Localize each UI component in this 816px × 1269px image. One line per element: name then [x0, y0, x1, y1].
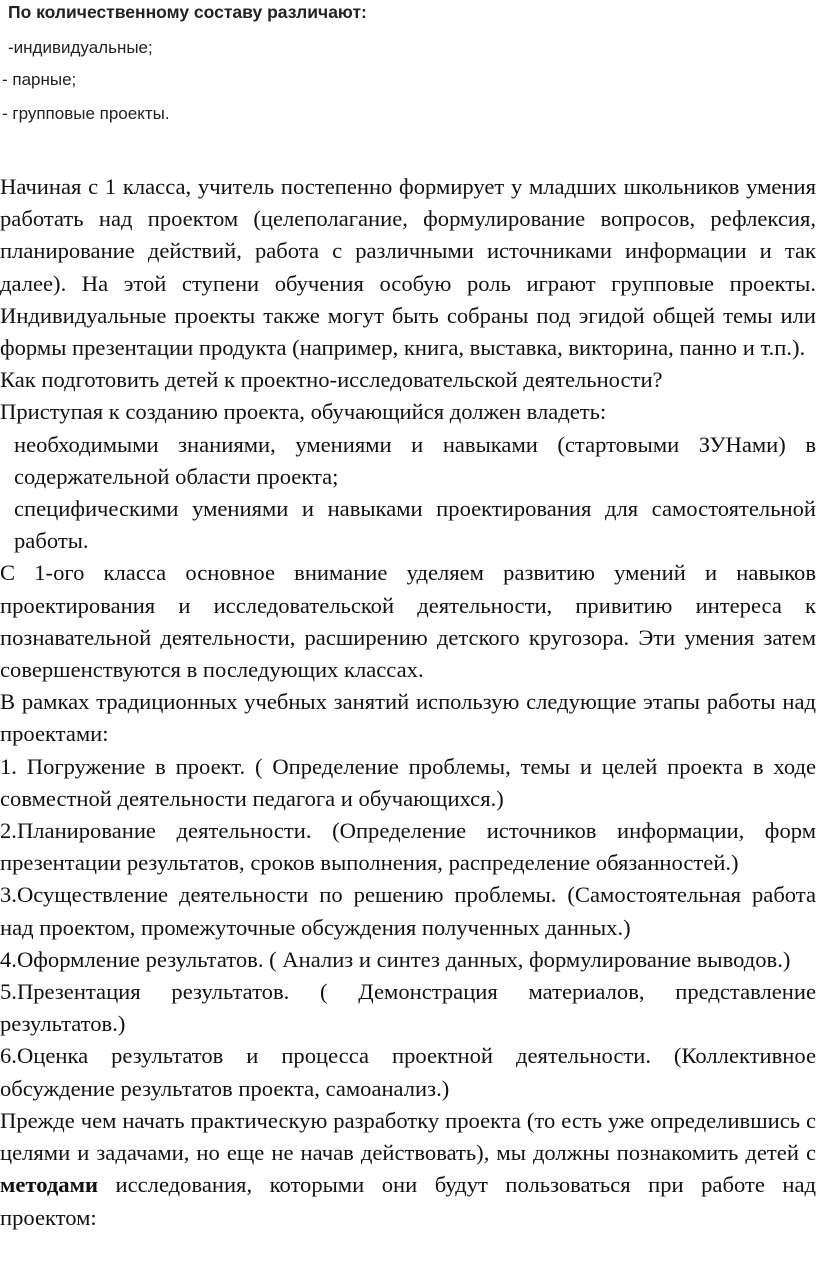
paragraph: Начиная с 1 класса, учитель постепенно формирует у младших школьников умения работать над проектом (целеполагание, формулирование вопросов, рефлексия, планирование действий, работа с различными источниками информации и так далее). На этой ступени обучения особую роль играют групповые проекты. Индивидуальные проекты также могут быть собраны под эгидой общей темы или формы презентации продукта (например, книга, выставка, викторина, панно и т.п.).	[0, 174, 816, 361]
paragraph	[0, 1105, 816, 1234]
paragraph: В рамках традиционных учебных занятий использую следующие этапы работы над проектами:	[0, 689, 816, 747]
bullet-item: специфическими умениями и навыками проектирования для самостоятельной работы.	[14, 496, 816, 554]
list-item: - парные;	[2, 70, 77, 89]
stage-item: 5.Презентация результатов. ( Демонстрация материалов, представление результатов.)	[0, 979, 816, 1037]
paragraph: Приступая к созданию проекта, обучающийся должен владеть:	[0, 399, 607, 425]
list-item: - групповые проекты.	[2, 104, 170, 123]
stage-item: 1. Погружение в проект. ( Определение проблемы, темы и целей проекта в ходе совместной деятельности педагога и обучающихся.)	[0, 753, 816, 811]
paragraph: С 1-ого класса основное внимание уделяем развитию умений и навыков проектирования и исследовательской деятельности, привитию интереса к познавательной деятельности, расширению детского кругозора. Эти умения затем совершенствуются в последующих классах.	[0, 560, 816, 683]
text-run: Прежде чем начать практическую разработку проекта (то есть уже определившись с целями и задачами, но еще не начав действовать), мы должны познакомить детей с	[0, 1107, 816, 1166]
stage-item: 3.Осуществление деятельности по решению проблемы. (Самостоятельная работа над проектом, промежуточные обсуждения полученных данных.)	[0, 882, 816, 940]
bold-term: методами	[0, 1172, 98, 1198]
stage-item: 2.Планирование деятельности. (Определение источников информации, форм презентации результатов, сроков выполнения, распределение обязанностей.)	[0, 818, 816, 876]
document-body	[0, 171, 816, 1234]
bullet-item: необходимыми знаниями, умениями и навыками (стартовыми ЗУНами) в содержательной области проекта;	[14, 431, 816, 489]
section-heading: По количественному составу различают:	[8, 2, 367, 22]
list-item: -индивидуальные;	[8, 38, 153, 57]
text-run: исследования, которыми они будут пользоваться при работе над проектом:	[0, 1172, 816, 1230]
question-paragraph: Как подготовить детей к проектно-исследовательской деятельности?	[0, 367, 663, 393]
stage-item: 6.Оценка результатов и процесса проектной деятельности. (Коллективное обсуждение результатов проекта, самоанализ.)	[0, 1043, 816, 1101]
stage-item: 4.Оформление результатов. ( Анализ и синтез данных, формулирование выводов.)	[0, 946, 791, 972]
